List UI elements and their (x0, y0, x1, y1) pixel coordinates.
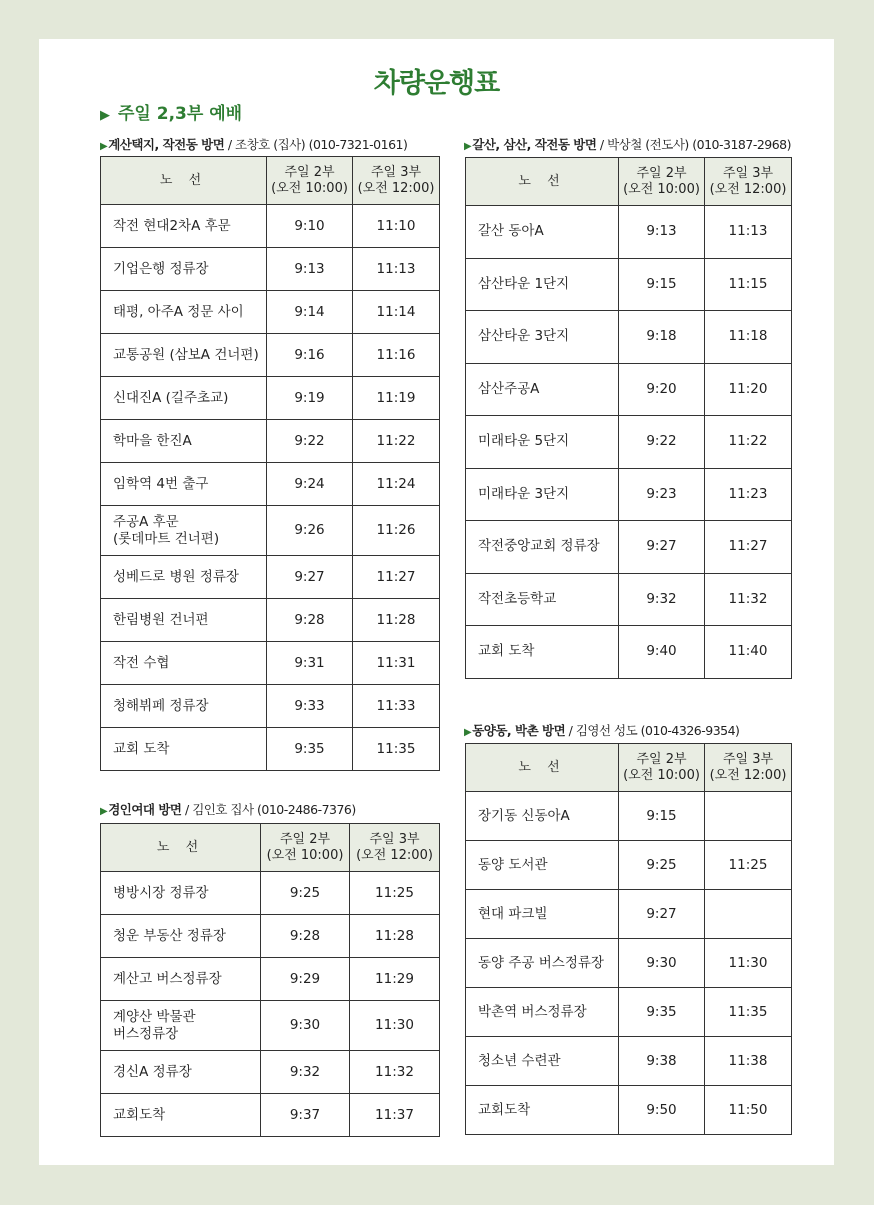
table-row (466, 258, 792, 311)
service2-time: 9:32 (261, 1051, 350, 1094)
route-heading-gyesan: ▶계산택지, 작전동 방면 / 조창호 (집사) (010-7321-0161) (100, 137, 408, 152)
table-header-row (101, 824, 440, 872)
triangle-bullet-icon: ▶ (100, 108, 110, 123)
route-area: 갈산, 삼산, 작전동 방면 (472, 137, 597, 152)
table-row (101, 1051, 440, 1094)
service2-time: 9:15 (619, 792, 705, 841)
table-row (101, 599, 440, 642)
stop-name-line: 미래타운 5단지 (478, 433, 570, 450)
service3-time: 11:35 (705, 988, 792, 1037)
service3-time: 11:25 (350, 872, 440, 915)
triangle-bullet-icon: ▶ (100, 141, 108, 152)
stop-name-line: 장기동 신동아A (478, 807, 570, 824)
stop-name-line: 미래타운 3단지 (478, 485, 570, 502)
route-area: 계산택지, 작전동 방면 (108, 137, 225, 152)
stop-name (466, 792, 619, 841)
service2-time: 9:28 (267, 599, 353, 642)
table-row (101, 463, 440, 506)
stop-name-line: 임학역 4번 출구 (113, 475, 209, 492)
service3-column-header (705, 744, 792, 792)
table-row (466, 1086, 792, 1135)
service2-time: 9:25 (261, 872, 350, 915)
route-driver: 김인호 집사 (010-2486-7376) (192, 802, 356, 817)
stop-name-line: 주공A 후문 (113, 513, 179, 530)
service2-time: 9:35 (267, 728, 353, 771)
stop-name-line: 작전 현대2차A 후문 (113, 217, 231, 234)
stop-name-line: 교회 도착 (478, 643, 535, 660)
route-heading-gyeongin: ▶경인여대 방면 / 김인호 집사 (010-2486-7376) (100, 802, 356, 817)
table-row (101, 556, 440, 599)
stop-name-line: 버스정류장 (113, 1025, 179, 1042)
table-row (101, 728, 440, 771)
table-row (466, 988, 792, 1037)
table-row (101, 1094, 440, 1137)
service2-time: 9:10 (267, 205, 353, 248)
stop-name (466, 1086, 619, 1135)
table-row (466, 416, 792, 469)
service2-time: 9:20 (619, 363, 705, 416)
stop-name (101, 685, 267, 728)
route-driver: 박상철 (전도사) (010-3187-2968) (607, 137, 792, 152)
schedule-table-dongyang (465, 743, 792, 1135)
service2-time: 9:14 (267, 291, 353, 334)
service3-time: 11:27 (705, 521, 792, 574)
stop-name (101, 556, 267, 599)
service2-time: 9:32 (619, 573, 705, 626)
service2-time: 9:30 (261, 1001, 350, 1051)
stop-name (466, 416, 619, 469)
stop-name (101, 728, 267, 771)
service3-time: 11:30 (705, 939, 792, 988)
stop-name-line: 계양산 박물관 (113, 1008, 196, 1025)
service3-time: 11:27 (353, 556, 440, 599)
stop-name-line: 경신A 정류장 (113, 1063, 192, 1080)
service3-column-header (353, 157, 440, 205)
stop-name (466, 988, 619, 1037)
stop-name (101, 1094, 261, 1137)
stop-name (101, 377, 267, 420)
service2-time: 9:37 (261, 1094, 350, 1137)
route-column-header-text: 노 선 (518, 759, 566, 775)
service2-time: 9:23 (619, 468, 705, 521)
stop-name-line: 갈산 동아A (478, 223, 544, 240)
stop-name-line: 신대진A (길주초교) (113, 389, 229, 406)
stop-name-line: 기업은행 정류장 (113, 260, 209, 277)
service2-time: 9:27 (619, 890, 705, 939)
table-row (466, 1037, 792, 1086)
table-row (101, 377, 440, 420)
stop-name-line: 삼산주공A (478, 380, 540, 397)
stop-name (101, 1001, 261, 1051)
service2-column-header-text: (오전 10:00) (623, 181, 700, 197)
table-row (466, 792, 792, 841)
service2-time: 9:28 (261, 915, 350, 958)
service3-time (705, 792, 792, 841)
service3-time: 11:14 (353, 291, 440, 334)
route-column-header-text: 노 선 (518, 173, 566, 189)
stop-name (466, 1037, 619, 1086)
service3-time: 11:38 (705, 1037, 792, 1086)
stop-name (101, 463, 267, 506)
route-heading-galsan: ▶갈산, 삼산, 작전동 방면 / 박상철 (전도사) (010-3187-2968) (464, 137, 792, 152)
table-row (101, 205, 440, 248)
route-column-header (466, 744, 619, 792)
stop-name-line: 동양 주공 버스정류장 (478, 954, 604, 971)
stop-name (466, 521, 619, 574)
service2-time: 9:15 (619, 258, 705, 311)
service3-time: 11:10 (353, 205, 440, 248)
service3-time: 11:24 (353, 463, 440, 506)
stop-name (101, 1051, 261, 1094)
stop-name-line: 교통공원 (삼보A 건너편) (113, 346, 259, 363)
stop-name (101, 915, 261, 958)
service3-time: 11:18 (705, 311, 792, 364)
service3-time: 11:50 (705, 1086, 792, 1135)
table-row (101, 642, 440, 685)
table-row (466, 841, 792, 890)
stop-name (101, 642, 267, 685)
service3-time: 11:37 (350, 1094, 440, 1137)
route-driver: 김영선 성도 (010-4326-9354) (575, 723, 740, 738)
table-header-row (101, 157, 440, 205)
service2-time: 9:18 (619, 311, 705, 364)
service2-column-header (619, 158, 705, 206)
table-row (101, 915, 440, 958)
stop-name-line: 병방시장 정류장 (113, 884, 209, 901)
stop-name-line: 작전 수협 (113, 654, 170, 671)
service3-time: 11:26 (353, 506, 440, 556)
service3-time: 11:20 (705, 363, 792, 416)
route-column-header (466, 158, 619, 206)
stop-name-line: 작전초등학교 (478, 590, 557, 607)
service3-column-header-text: (오전 12:00) (709, 181, 787, 197)
service2-column-header (261, 824, 350, 872)
service2-column-header-text: 주일 2부 (636, 165, 687, 181)
table-row (101, 872, 440, 915)
table-row (466, 573, 792, 626)
route-column-header-text: 노 선 (156, 839, 205, 855)
stop-name-line: 삼산타운 1단지 (478, 275, 570, 292)
stop-name-line: 작전중앙교회 정류장 (478, 538, 600, 555)
service3-time: 11:32 (705, 573, 792, 626)
service2-time: 9:35 (619, 988, 705, 1037)
stop-name (466, 841, 619, 890)
page-title: 차량운행표 (373, 68, 500, 99)
service2-time: 9:33 (267, 685, 353, 728)
stop-name (466, 939, 619, 988)
route-area: 경인여대 방면 (108, 802, 182, 817)
stop-name (101, 205, 267, 248)
service3-time: 11:23 (705, 468, 792, 521)
service3-time: 11:33 (353, 685, 440, 728)
stop-name (466, 890, 619, 939)
service2-column-header (619, 744, 705, 792)
service3-time: 11:31 (353, 642, 440, 685)
route-heading-dongyang: ▶동양동, 박촌 방면 / 김영선 성도 (010-4326-9354) (464, 723, 740, 738)
table-row (466, 521, 792, 574)
stop-name (466, 573, 619, 626)
service2-column-header-text: 주일 2부 (279, 831, 331, 847)
service3-column-header-text: (오전 12:00) (709, 767, 787, 783)
table-row (466, 468, 792, 521)
service2-time: 9:50 (619, 1086, 705, 1135)
stop-name (466, 468, 619, 521)
service3-time: 11:22 (705, 416, 792, 469)
table-row (466, 311, 792, 364)
table-row (466, 626, 792, 679)
stop-name (101, 958, 261, 1001)
table-row (466, 206, 792, 259)
stop-name (466, 258, 619, 311)
service3-column-header-text: 주일 3부 (370, 164, 422, 180)
stop-name (466, 363, 619, 416)
service2-time: 9:31 (267, 642, 353, 685)
stop-name (101, 420, 267, 463)
service2-time: 9:19 (267, 377, 353, 420)
stop-name-line: 현대 파크빌 (478, 905, 548, 922)
route-column-header (101, 157, 267, 205)
table-row (466, 363, 792, 416)
stop-name-line: 교회도착 (113, 1106, 166, 1123)
service2-time: 9:26 (267, 506, 353, 556)
service2-column-header-text: (오전 10:00) (266, 847, 344, 863)
table-header-row (466, 158, 792, 206)
service3-time: 11:28 (353, 599, 440, 642)
service3-time: 11:19 (353, 377, 440, 420)
stop-name (101, 248, 267, 291)
table-row (466, 939, 792, 988)
service2-time: 9:40 (619, 626, 705, 679)
service3-column-header (350, 824, 440, 872)
service3-time: 11:30 (350, 1001, 440, 1051)
stop-name (466, 311, 619, 364)
service2-time: 9:38 (619, 1037, 705, 1086)
route-driver: 조창호 (집사) (010-7321-0161) (235, 137, 408, 152)
table-row (101, 958, 440, 1001)
service2-time: 9:27 (619, 521, 705, 574)
service3-time (705, 890, 792, 939)
service2-time: 9:27 (267, 556, 353, 599)
stop-name (101, 872, 261, 915)
service2-time: 9:30 (619, 939, 705, 988)
table-row (101, 291, 440, 334)
service3-time: 11:16 (353, 334, 440, 377)
stop-name-line: 삼산타운 3단지 (478, 328, 570, 345)
stop-name-line: 성베드로 병원 정류장 (113, 568, 239, 585)
table-row (101, 420, 440, 463)
schedule-table-gyesan (100, 156, 440, 771)
stop-name-line: (롯데마트 건너편) (113, 530, 220, 547)
service2-time: 9:24 (267, 463, 353, 506)
service3-column-header-text: (오전 12:00) (356, 847, 433, 863)
stop-name (466, 626, 619, 679)
stop-name-line: 계산고 버스정류장 (113, 970, 222, 987)
stop-name-line: 청소년 수련관 (478, 1052, 561, 1069)
triangle-bullet-icon: ▶ (464, 727, 472, 738)
stop-name-line: 동양 도서관 (478, 856, 548, 873)
schedule-table-gyeongin (100, 823, 440, 1137)
stop-name-line: 교회도착 (478, 1101, 531, 1118)
table-row (101, 506, 440, 556)
service2-column-header-text: 주일 2부 (636, 751, 687, 767)
schedule-table-galsan (465, 157, 792, 679)
service2-time: 9:22 (619, 416, 705, 469)
stop-name (101, 291, 267, 334)
route-area: 동양동, 박촌 방면 (472, 723, 566, 738)
table-header-row (466, 744, 792, 792)
table-row (101, 685, 440, 728)
service3-column-header-text: 주일 3부 (369, 831, 420, 847)
stop-name (466, 206, 619, 259)
service3-time: 11:13 (353, 248, 440, 291)
schedule-page (39, 39, 834, 1165)
service3-time: 11:28 (350, 915, 440, 958)
stop-name-line: 태평, 아주A 정문 사이 (113, 303, 244, 320)
service3-time: 11:13 (705, 206, 792, 259)
service2-time: 9:22 (267, 420, 353, 463)
service2-column-header (267, 157, 353, 205)
stop-name (101, 334, 267, 377)
route-column-header (101, 824, 261, 872)
service3-column-header-text: (오전 12:00) (357, 180, 435, 196)
service3-time: 11:15 (705, 258, 792, 311)
table-row (466, 890, 792, 939)
stop-name-line: 한림병원 건너편 (113, 611, 209, 628)
service3-column-header (705, 158, 792, 206)
stop-name-line: 학마을 한진A (113, 432, 192, 449)
service2-time: 9:16 (267, 334, 353, 377)
stop-name-line: 청운 부동산 정류장 (113, 927, 226, 944)
service-label: 주일 2,3부 예배 (118, 104, 243, 124)
service3-time: 11:29 (350, 958, 440, 1001)
service3-time: 11:32 (350, 1051, 440, 1094)
service3-time: 11:35 (353, 728, 440, 771)
table-row (101, 248, 440, 291)
service2-time: 9:29 (261, 958, 350, 1001)
service3-column-header-text: 주일 3부 (722, 751, 774, 767)
service3-time: 11:40 (705, 626, 792, 679)
stop-name (101, 506, 267, 556)
service2-column-header-text: (오전 10:00) (623, 767, 700, 783)
table-row (101, 1001, 440, 1051)
stop-name-line: 청해뷔페 정류장 (113, 697, 209, 714)
stop-name-line: 박촌역 버스정류장 (478, 1003, 587, 1020)
stop-name (101, 599, 267, 642)
table-row (101, 334, 440, 377)
triangle-bullet-icon: ▶ (100, 806, 108, 817)
service3-time: 11:25 (705, 841, 792, 890)
triangle-bullet-icon: ▶ (464, 141, 472, 152)
service2-column-header-text: 주일 2부 (284, 164, 335, 180)
service2-time: 9:25 (619, 841, 705, 890)
service-heading (100, 99, 242, 124)
service2-column-header-text: (오전 10:00) (271, 180, 348, 196)
service2-time: 9:13 (267, 248, 353, 291)
route-column-header-text: 노 선 (159, 172, 208, 188)
service2-time: 9:13 (619, 206, 705, 259)
service3-column-header-text: 주일 3부 (722, 165, 774, 181)
service3-time: 11:22 (353, 420, 440, 463)
stop-name-line: 교회 도착 (113, 740, 170, 757)
